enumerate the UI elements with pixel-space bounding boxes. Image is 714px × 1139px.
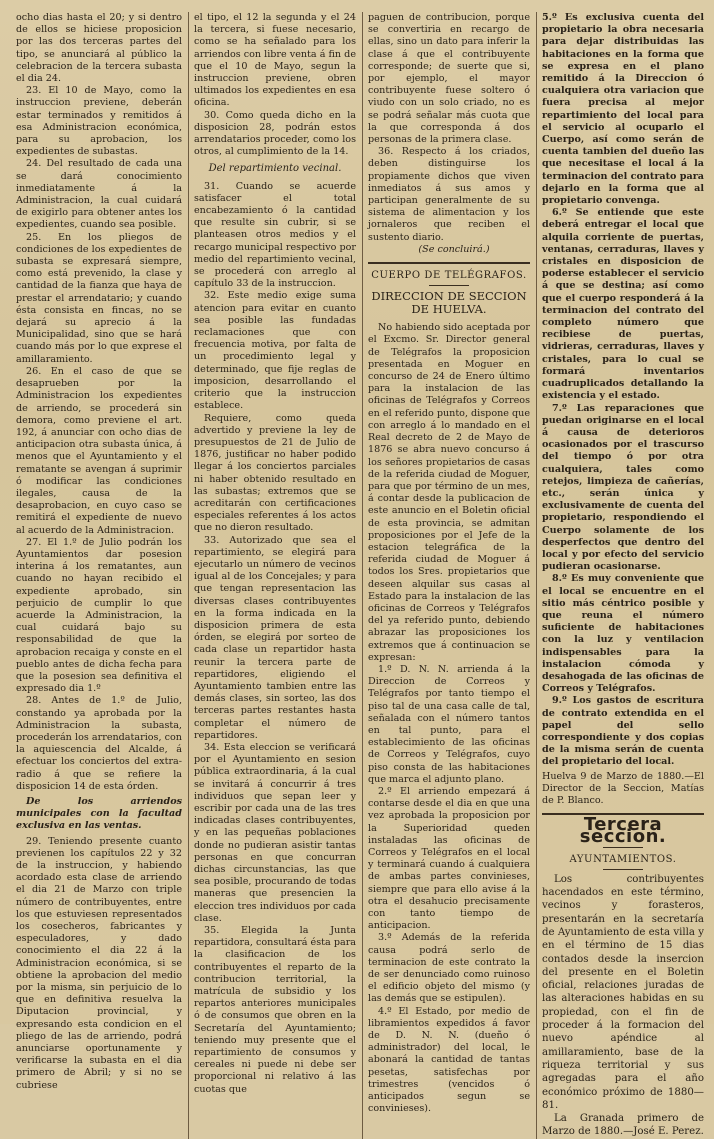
divider [368,262,530,264]
paragraph: 33. Autorizado que sea el repartimiento, se elegirá para ejecutarlo un número de vecinos igual al de los Concejales; y para que tengan representacion las diversas clases contribuyentes en la forma indicada en la disposicion primera de esta órden, se elegirá por sorteo de cada clase un repartidor hasta reunir la tercera parte de repartidores, eligiendo el Ayuntamiento tambien entre las demás clases, sin sorteo, las dos terceras partes restantes hasta completar el número de repartidores. [194,534,356,741]
paragraph: 34. Esta eleccion se verificará por el Ayuntamiento en sesion pública extraordinaria, á la cual se invitará á concurrir á tres individuos que sepan leer y escribir por cada una de las tres indicadas clases contribuyentes, y en las pequeñas poblaciones donde no pudieran asistir tantas personas en que concurran dichas circunstancias, las que sea posible, procurando de todas maneras que presencien la eleccion tres individuos por cada clase. [194,741,356,924]
paragraph: ocho dias hasta el 20; y si dentro de ellos se hiciese proposicion por las dos terceras partes del tipo, se anunciará al público la celebracion de la tercera subasta el dia 24. [16,12,182,85]
paragraph: 36. Respecto á los criados, deben distinguirse los propiamente dichos que viven inmediatos á sus amos y participan generalmente de su sistema de alimentacion y los jornaleros que reciben el sustento diario. [368,146,530,243]
paragraph: La Granada primero de Marzo de 1880.—José E. Perez. [542,1113,704,1138]
paragraph: 9.º Los gastos de escritura de contrato extendida en el papel del sello correspondiente y dos copias de la misma serán de cuenta del propietario del local. [542,695,704,768]
columns [14,12,704,1138]
signoff: Huelva 9 de Marzo de 1880.—El Director de la Seccion, Matías de P. Blanco. [542,770,704,806]
paragraph: el tipo, el 12 la segunda y el 24 la tercera, si fuese necesario, como se ha señalado para los arriendos con libre venta á fin de que el 10 de Mayo, segun la instruccion previene, obren ultimados los expedientes en esa oficina. [194,12,356,109]
section-title: CUERPO DE TELÉGRAFOS. [371,270,527,282]
paragraph: 3.º Además de la referida causa podrá serlo de terminacion de este contrato la de ser denunciado como ruinoso el edificio objeto del mismo (y las demás que se estipulen). [368,932,530,1005]
section-subtitle [368,290,530,316]
column-4 [536,12,706,1139]
paragraph: 25. En los pliegos de condiciones de los expedientes de subasta se expresará siempre, como está prevenido, la clase y cantidad de la fianza que haya de prestar el arrendatario; y cuando ésta consista en fincas, no se dejará su aprecio á la Municipalidad, sino que se hará cuando más por lo que exprese el amillaramiento. [16,231,182,365]
paragraph: 26. En el caso de que se desaprueben por la Administracion los expedientes de arriendo, se procederá sin demora, como previene el art. 192, á anunciar con ocho dias de anticipacion otra subasta única, á menos que el Ayuntamiento y el rematante se avengan á suprimir ó modificar las condiciones ilegales, causa de la desaprobacion, en cuyo caso se remitirá el expediente de nuevo al acuerdo de la Administracion. [16,365,182,536]
paragraph: Los contribuyentes hacendados en este término, vecinos y forasteros, presentarán en la secretaría de Ayuntamiento de esta villa y en el término de 15 dias contados desde la insercion del presente en el Boletin oficial, relaciones juradas de las alteraciones habidas en su propiedad, con el fin de proceder á la formacion del nuevo apéndice al amillaramiento, base de la riqueza territorial y sus agregadas para el año económico próximo de 1880—81. [542,873,704,1111]
paragraph: 35. Elegida la Junta repartidora, consultará ésta para la clasificacion de los contribuyentes el reparto de la contribucion territorial, la matrícula de subsidio y los repartos anteriores municipales ó de consumos que obren en la Secretaría del Ayuntamiento; teniendo muy presente que el repartimiento de consumos y cereales ni puede ni debe ser proporcional ni relativo á las cuotas que [194,925,356,1095]
divider [429,285,469,286]
paragraph: 2.º El arriendo empezará á contarse desde el dia en que una vez aprobada la proposicion por la Superioridad queden instaladas las oficinas de Correos y Telégrafos en el local y terminará cuando á cualquiera de ambas partes convinieses, siempre que para ello avise á la otra el desahucio precisamente con tanto tiempo de anticipacion. [368,785,530,932]
paragraph: 4.º El Estado, por medio de libramientos expedidos á favor de D. N. N. (dueño ó administrador) del local, le abonará la cantidad de tantas pesetas, satisfechas por trimestres (vencidos ó anticipados segun se convinieses). [368,1005,530,1115]
section-heading: Del repartimiento vecinal. [208,163,342,175]
subsection-title: AYUNTAMIENTOS. [569,853,677,865]
paragraph: 1.º D. N. N. arrienda á la Direccion de Correos y Telégrafos por tanto tiempo el piso tal de una casa calle de tal, señalada con el número tantos en tal punto, para el establecimiento de las oficinas de Correos y Telégrafos, cuyo piso consta de las habitaciones que marca el adjunto plano. [368,663,530,785]
section-subtitle-line: DE HUELVA. [411,302,487,317]
italic-subheading: De los arriendos municipales con la facultad exclusiva en las ventas. [16,796,182,832]
paragraph: 28. Antes de 1.º de Julio, constando ya aprobada por la Administracion la subasta, procederán los arrendatarios, con la aquiescencia del Alcalde, á efectuar los conciertos del extra-radio á que se refiere la disposicion 14 de esta órden. [16,695,182,792]
paragraph: 23. El 10 de Mayo, como la instruccion previene, deberán estar terminados y remitidos á esa Administracion económica, para su aprobacion, los expedientes de subastas. [16,85,182,158]
continued-note: (Se concluirá.) [418,243,490,255]
paragraph: Requiere, como queda advertido y previene la ley de presupuestos de 21 de Julio de 1876, justificar no haber podido llegar á los conciertos parciales ni haber obtenido resultado en las subastas; extremos que se acreditarán con certificaciones especiales referentes á los actos que no dieron resultado. [194,412,356,534]
paragraph: 6.º Se entiende que este deberá entregar el local que alquila corriente de puertas, ventanas, cerraduras, llaves y cristales en disposicion de poderse establecer el servicio á que se destina; así como que el cuerpo responderá á la terminacion del contrato del completo número que recibiese de puertas, vidrieras, cerraduras, llaves y cristales, para lo cual se formará inventarios cuadruplicados detallando la existencia y el estado. [542,207,704,402]
section-subtitle-line: DIRECCION DE SECCION [371,289,527,304]
notice-body [542,873,704,1139]
paragraph: 30. Como queda dicho en la disposicion 28, podrán estos arrendatarios proceder, como los otros, al cumplimiento de la 14. [194,109,356,158]
paragraph: 5.º Es exclusiva cuenta del propietario la obra necesaria para dejar distribuidas las habitaciones en la forma que se expresa en el plano remitido á la Direccion ó cualquiera otra variacion que fuera precisa al mejor repartimiento del local para el servicio al ocuparlo el Cuerpo, así como serán de cuenta tambien del dueño las que necesitase el local á la terminacion del contrato para dejarlo en la forma que al propietario convenga. [542,12,704,207]
paragraph: 31. Cuando se acuerde satisfacer el total encabezamiento ó la cantidad que resulte sin cubrir, si se planteasen otros medios y el recargo municipal respectivo por medio del repartimiento vecinal, se procederá con arreglo al capítulo 33 de la instruccion. [194,180,356,290]
column-2 [188,12,358,1139]
paragraph: paguen de contribucion, porque se convertiria en recargo de ellas, sino un dato para inferir la clase á que el contribuyente corresponde; de suerte que si, por ejemplo, el mayor contribuyente fuese soltero ó viudo con un solo criado, no es se podrá señalar más cuota que la que corresponda á dos personas de la primera clase. [368,12,530,146]
paragraph: 7.º Las reparaciones que puedan originarse en el local á causa de deterioros ocasionados por el trascurso del tiempo ó por otra cualquiera, tales como retejos, limpieza de cañerías, etc., serán única y exclusivamente de cuenta del propietario, respondiendo el Cuerpo solamente de los desperfectos que dentro del local y por efecto del servicio pudieran ocasionarse. [542,402,704,573]
paragraph: 27. El 1.º de Julio podrán los Ayuntamientos dar posesion interina á los rematantes, aun cuando no hayan recibido el expediente aprobado, sin perjuicio de cumplir lo que acuerde la Administracion, la cual cuidará bajo su responsabilidad de que la aprobacion recaiga y conste en el pueblo antes de dicha fecha para que la posesion sea definitiva el expresado dia 1.º [16,536,182,695]
paragraph: 24. Del resultado de cada una se dará conocimiento inmediatamente á la Administracion, la cual cuidará de exigirlo para obtener antes los expedientes, cuando sea posible. [16,158,182,231]
paragraph: 29. Teniendo presente cuanto previenen los capítulos 22 y 32 de la instruccion, y habiendo acordado esta clase de arriendo el dia 21 de Marzo con triple número de contribuyentes, entre los que estuviesen representados los cosecheros, fabricantes y especuladores, y dado conocimiento el dia 22 á la Administracion económica, si se obtiene la aprobacion del medio por la misma, sin perjuicio de lo que en definitiva resuelva la Diputacion provincial, y expresando esta condicion en el pliego de las de arriendo, podrá anunciarse oportunamente y verificarse la subasta en el dia primero de Abril; y si no se cubriese [16,835,182,1091]
column-1 [14,12,184,1139]
paragraph: 32. Este medio exige suma atencion para evitar en cuanto sea posible las fundadas reclamaciones que con frecuencia motiva, por falta de un procedimiento legal y determinado, que fije reglas de imposicion, desarrollando el criterio que la instruccion establece. [194,290,356,412]
paragraph: No habiendo sido aceptada por el Excmo. Sr. Director general de Telégrafos la proposicion presentada en Moguer en concurso de 24 de Enero último para la instalacion de las oficinas de Telégrafos y Correos en el referido punto, dispone que con arreglo á lo mandado en el Real decreto de 2 de Mayo de 1876 se abra nuevo concurso á los señores propietarios de casas de la referida ciudad de Moguer, para que por término de un mes, á contar desde la publicacion de este anuncio en el Boletin oficial de esta provincia, se admitan proposiciones por el Jefe de la estacion telegráfica de la referida ciudad de Moguer á todos los Sres. propietarios que deseen alquilar sus casas al Estado para la instalacion de las oficinas de Correos y Telégrafos del ya referido punto, debiendo abrazar las proposiciones los extremos que á continuacion se expresan: [368,322,531,663]
column-3 [362,12,532,1139]
big-section-title: Tercera seccion. [579,814,667,848]
divider [603,869,643,870]
paragraph: 8.º Es muy conveniente que el local se encuentre en el sitio más céntrico posible y que reuna el número suficiente de habitaciones con la luz y ventilacion indispensables para la instalacion cómoda y desahogada de las oficinas de Correos y Telégrafos. [542,573,704,695]
